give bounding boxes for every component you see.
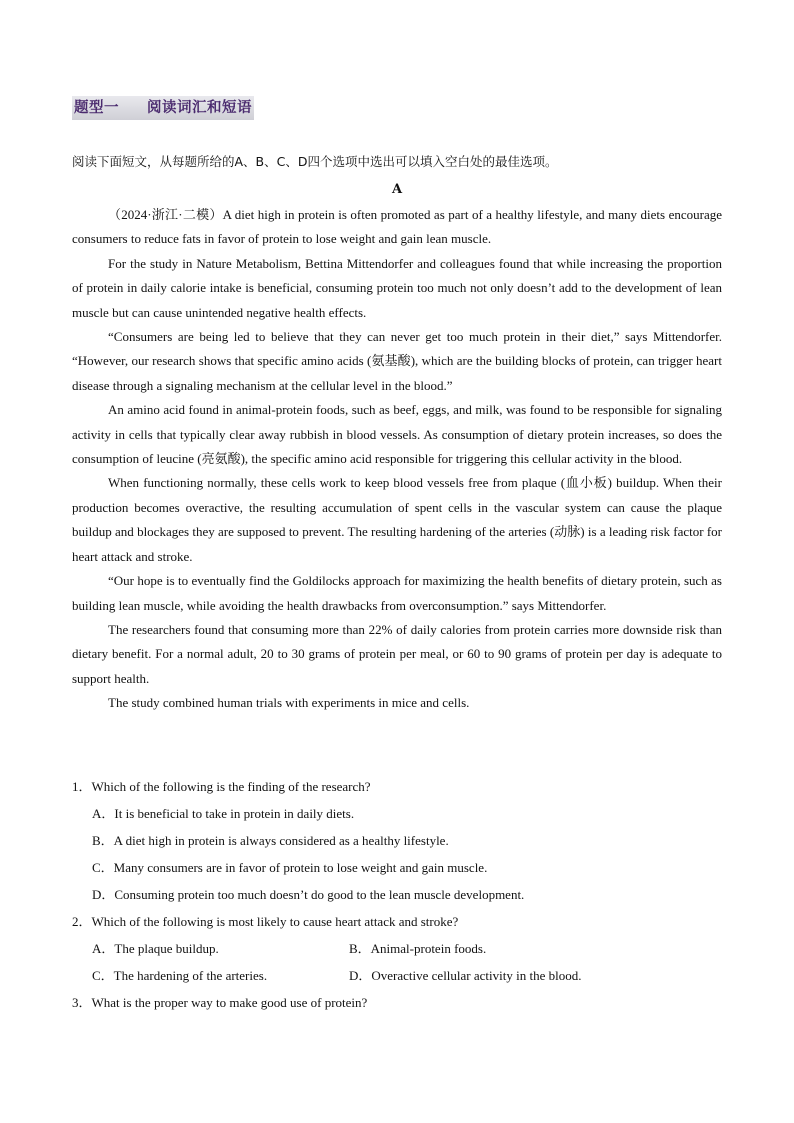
passage-label: A (391, 182, 403, 197)
question-2-option-a: A．The plaque buildup. (92, 941, 219, 956)
question-2-option-d: D．Overactive cellular activity in the blood. (349, 968, 582, 983)
paragraph: For the study in Nature Metabolism, Bettina Mittendorfer and colleagues found that while increasing the proportion of protein in daily calorie intake is beneficial, consuming protein too much not only doesn’t add to the development of lean muscle but can cause unintended negative health effects. (72, 255, 722, 320)
section-title (72, 96, 254, 120)
question-1-option-a: A．It is beneficial to take in protein in daily diets. (92, 806, 355, 821)
question-2-options-row-2 (92, 962, 722, 989)
instruction-text: 阅读下面短文，从每题所给的A、B、C、D四个选项中选出可以填入空白处的最佳选项。 (72, 154, 558, 169)
paragraph: An amino acid found in animal-protein foods, such as beef, eggs, and milk, was found to be responsible for signaling activity in cells that typically clear away rubbish in blood vessels. As consumption of dietary protein increases, so does the consumption of leucine (亮氨酸), the specific amino acid responsible for triggering this cellular activity in the blood. (72, 402, 722, 467)
paragraph: （2024·浙江·二模）A diet high in protein is often promoted as part of a healthy lifestyle, and many diets encourage consumers to reduce fats in favor of protein to lose weight and gain lean muscle. (72, 207, 722, 247)
question-1-stem: 1．Which of the following is the finding of the research? (72, 779, 371, 794)
question-2-stem: 2．Which of the following is most likely to cause heart attack and stroke? (72, 914, 459, 929)
question-2-option-b: B．Animal-protein foods. (349, 941, 487, 956)
questions (72, 773, 722, 1016)
question-1-option-b: B．A diet high in protein is always considered as a healthy lifestyle. (92, 833, 449, 848)
paragraph: When functioning normally, these cells work to keep blood vessels free from plaque (血小板) buildup. When their production becomes overactive, the resulting accumulation of spent cells in the vascular system can cause the plaque buildup and blockages they are supposed to prevent. The resulting hardening of the arteries (动脉) is a leading risk factor for heart attack and stroke. (72, 475, 722, 564)
question-1-option-d: D．Consuming protein too much doesn’t do good to the lean muscle development. (92, 887, 525, 902)
section-heading: 阅读词汇和短语 (147, 100, 252, 116)
paragraph: “Consumers are being led to believe that they can never get too much protein in their diet,” says Mittendorfer. “However, our research shows that specific amino acids (氨基酸), which are the building blocks of protein, can trigger heart disease through a signaling mechanism at the cellular level in the blood.” (72, 329, 722, 393)
question-2-options-row-1 (92, 935, 722, 962)
paragraph: The researchers found that consuming more than 22% of daily calories from protein carries more downside risk than dietary benefit. For a normal adult, 20 to 30 grams of protein per meal, or 60 to 90 grams of protein per day is adequate to support health. (72, 621, 722, 686)
paragraph: “Our hope is to eventually find the Goldilocks approach for maximizing the health benefits of dietary protein, such as building lean muscle, while avoiding the health drawbacks from overconsumption.” says Mittendorfer. (72, 573, 722, 613)
paragraph: The study combined human trials with experiments in mice and cells. (108, 695, 470, 711)
question-3-stem: 3．What is the proper way to make good use of protein? (72, 995, 368, 1010)
question-1-option-c: C．Many consumers are in favor of protein to lose weight and gain muscle. (92, 860, 488, 875)
passage (72, 203, 722, 716)
question-2-option-c: C．The hardening of the arteries. (92, 968, 268, 983)
section-label: 题型一 (74, 100, 119, 116)
